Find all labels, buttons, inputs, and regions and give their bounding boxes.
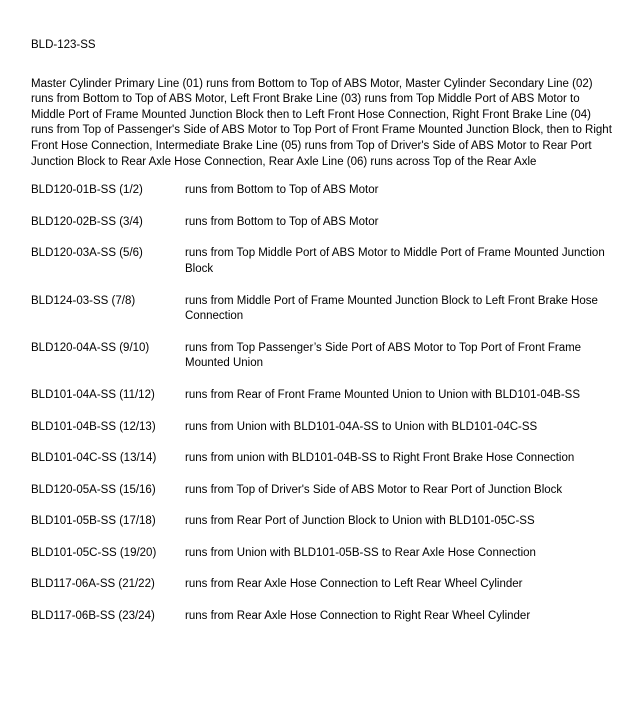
brake-line-row [31,215,616,231]
brake-line-route: runs from Bottom to Top of ABS Motor [185,184,379,197]
brake-line-id: BLD117-06A-SS (21/22) [31,578,155,591]
brake-line-row [31,514,616,530]
brake-line-row [31,341,616,372]
brake-line-id: BLD120-04A-SS (9/10) [31,341,150,354]
brake-line-id: BLD120-03A-SS (5/6) [31,247,143,260]
brake-line-summary: Master Cylinder Primary Line (01) runs from Bottom to Top of ABS Motor, Master Cylinder Secondary Line (02) runs from Bottom to Top of ABS Motor, Left Front Brake Line (03) runs from Top Middle Port of ABS Motor to Middle Port of Frame Mounted Junction Block then to Left Front Hose Connection, Right Front Brake Line (04) runs from Top of Passenger's Side of ABS Motor to Top Port of Front Frame Mounted Junction Block, then to Right Front Hose Connection, Intermediate Brake Line (05) runs from Top of Driver's Side of ABS Motor to Rear Port Junction Block to Rear Axle Hose Connection, Rear Axle Line (06) runs across Top of the Rear Axle [31,77,612,168]
brake-line-route: runs from Union with BLD101-05B-SS to Rear Axle Hose Connection [185,546,536,559]
brake-line-id: BLD120-01B-SS (1/2) [31,184,143,197]
brake-line-route: runs from union with BLD101-04B-SS to Right Front Brake Hose Connection [185,452,575,465]
brake-line-id: BLD101-04A-SS (11/12) [31,388,155,401]
brake-line-row [31,483,616,499]
brake-line-id: BLD120-05A-SS (15/16) [31,483,156,496]
document-page [31,38,616,641]
brake-line-row [31,577,616,593]
brake-line-list [31,183,616,625]
brake-line-row [31,546,616,562]
brake-line-id: BLD120-02B-SS (3/4) [31,215,143,228]
brake-line-route: runs from Union with BLD101-04A-SS to Union with BLD101-04C-SS [185,420,538,433]
brake-line-row [31,609,616,625]
brake-line-route: runs from Rear of Front Frame Mounted Union to Union with BLD101-04B-SS [185,388,581,401]
brake-line-id: BLD124-03-SS (7/8) [31,294,136,307]
brake-line-route: runs from Middle Port of Frame Mounted Junction Block to Left Front Brake Hose Connection [185,294,598,323]
brake-line-row [31,420,616,436]
brake-line-id: BLD101-04C-SS (13/14) [31,452,157,465]
brake-line-id: BLD101-05C-SS (19/20) [31,546,157,559]
brake-line-route: runs from Rear Axle Hose Connection to Right Rear Wheel Cylinder [185,610,531,623]
brake-line-route: runs from Rear Axle Hose Connection to Left Rear Wheel Cylinder [185,578,523,591]
brake-line-row [31,388,616,404]
brake-line-route: runs from Top Middle Port of ABS Motor to Middle Port of Frame Mounted Junction Block [185,247,605,275]
brake-line-row [31,451,616,467]
brake-line-row [31,246,616,277]
brake-line-route: runs from Bottom to Top of ABS Motor [185,215,379,228]
brake-line-route: runs from Top of Driver's Side of ABS Motor to Rear Port of Junction Block [185,483,563,496]
brake-line-id: BLD117-06B-SS (23/24) [31,610,155,623]
brake-line-row [31,183,616,199]
brake-line-route: runs from Rear Port of Junction Block to Union with BLD101-05C-SS [185,515,535,528]
brake-line-id: BLD101-05B-SS (17/18) [31,515,156,528]
part-number: BLD-123-SS [31,39,96,51]
brake-line-id: BLD101-04B-SS (12/13) [31,420,156,433]
brake-line-row [31,294,616,325]
brake-line-route: runs from Top Passenger’s Side Port of ABS Motor to Top Port of Front Frame Mounted Union [185,341,582,370]
